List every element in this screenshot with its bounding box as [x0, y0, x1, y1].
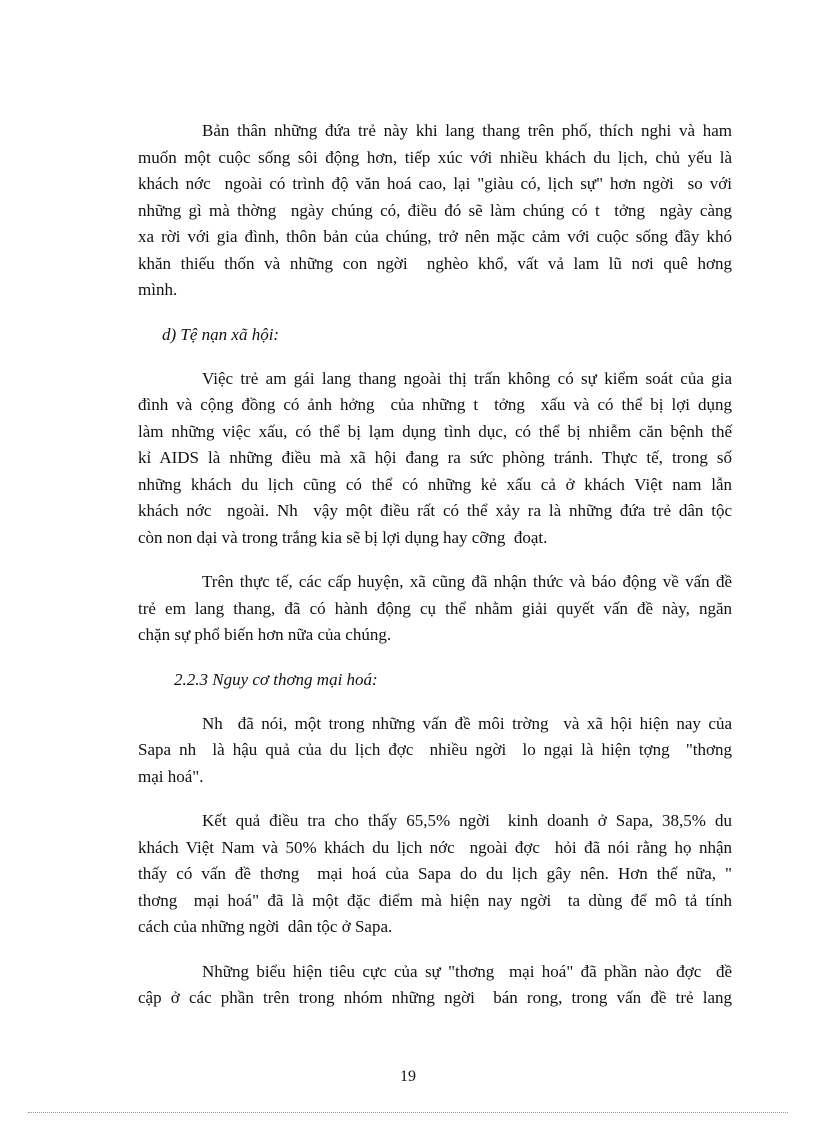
text-line: khách Việt Nam và 50% khách du lịch nớc ngoài đợc hỏi đã nói rằng họ nhận	[138, 837, 732, 857]
text-line: Kết quả điều tra cho thấy 65,5% ngời kinh doanh ở Sapa, 38,5% du	[202, 811, 732, 830]
text-line: Việc trẻ am gái lang thang ngoài thị trấn không có sự kiểm soát của gia	[202, 368, 732, 388]
text-line: khách nớc ngoài có trình độ văn hoá cao, lại "giàu có, lịch sự" hơn ngời so với	[138, 174, 732, 193]
page-number: 19	[400, 1068, 416, 1085]
text-line: muốn một cuộc sống sôi động hơn, tiếp xúc với nhiều khách du lịch, chủ yếu là	[138, 147, 732, 167]
text-line: Trên thực tế, các cấp huyện, xã cũng đã nhận thức và báo động về vấn đề	[202, 572, 732, 591]
section-heading-d: d) Tệ nạn xã hội:	[162, 324, 280, 344]
footer-divider	[28, 1112, 788, 1113]
text-line: kỉ AIDS là những điều mà xã hội đang ra sức phòng tránh. Thực tế, trong số	[138, 448, 732, 467]
text-line: cách của những ngời dân tộc ở Sapa.	[138, 917, 393, 936]
section-heading-2-2-3: 2.2.3 Nguy cơ thơng mại hoá:	[174, 669, 378, 689]
paragraph-5	[138, 808, 732, 941]
paragraph-6	[138, 959, 732, 1012]
text-line: đình và cộng đồng có ảnh hởng của những t tởng xấu và có thể bị lợi dụng	[138, 395, 732, 414]
text-line: khách nớc ngoài. Nh vậy một điều rất có thể xảy ra là những đứa trẻ dân tộc	[138, 501, 732, 520]
text-line: còn non dại và trong trắng kia sẽ bị lợi dụng hay cỡng đoạt.	[138, 527, 548, 547]
text-line: Những biểu hiện tiêu cực của sự "thơng mại hoá" đã phần nào đợc đề	[202, 961, 732, 981]
paragraph-3	[138, 569, 732, 649]
text-line: những gì mà thờng ngày chúng có, điều đó sẽ làm chúng có t tởng ngày càng	[138, 200, 732, 220]
text-line: xa rời với gia đình, thôn bản của chúng, trở nên mặc cảm với cuộc sống đầy khó	[138, 227, 732, 246]
page-content	[138, 118, 732, 1030]
text-line: Sapa nh là hậu quả của du lịch đợc nhiều ngời lo ngại là hiện tợng "thơng	[138, 740, 732, 759]
text-line: thơng mại hoá" đã là một đặc điểm mà hiện nay ngời ta dùng để mô tả tính	[138, 890, 732, 910]
text-line: chặn sự phổ biến hơn nữa của chúng.	[138, 625, 392, 644]
paragraph-1	[138, 118, 732, 304]
text-line: mại hoá".	[138, 766, 204, 786]
text-line: những khách du lịch cũng có thể có những kẻ xấu cả ở khách Việt nam lẫn	[138, 474, 732, 494]
paragraph-4	[138, 711, 732, 791]
text-line: làm những việc xấu, có thể bị lạm dụng tình dục, có thể bị nhiễm căn bệnh thế	[138, 421, 732, 441]
paragraph-2	[138, 366, 732, 552]
text-line: Bản thân những đứa trẻ này khi lang thang trên phố, thích nghi và ham	[202, 121, 732, 140]
text-line: trẻ em lang thang, đã có hành động cụ thể nhằm giải quyết vấn đề này, ngăn	[138, 598, 732, 618]
text-line: mình.	[138, 280, 178, 299]
text-line: thấy có vấn đề thơng mại hoá của Sapa do du lịch gây nên. Hơn thế nữa, "	[138, 864, 732, 883]
text-line: khăn thiếu thốn và những con ngời nghèo khổ, vất vả lam lũ nơi quê hơng	[138, 253, 732, 273]
text-line: Nh đã nói, một trong những vấn đề môi trờng và xã hội hiện nay của	[202, 713, 732, 733]
text-line: cập ở các phần trên trong nhóm những ngời bán rong, trong vấn đề trẻ lang	[138, 988, 732, 1007]
